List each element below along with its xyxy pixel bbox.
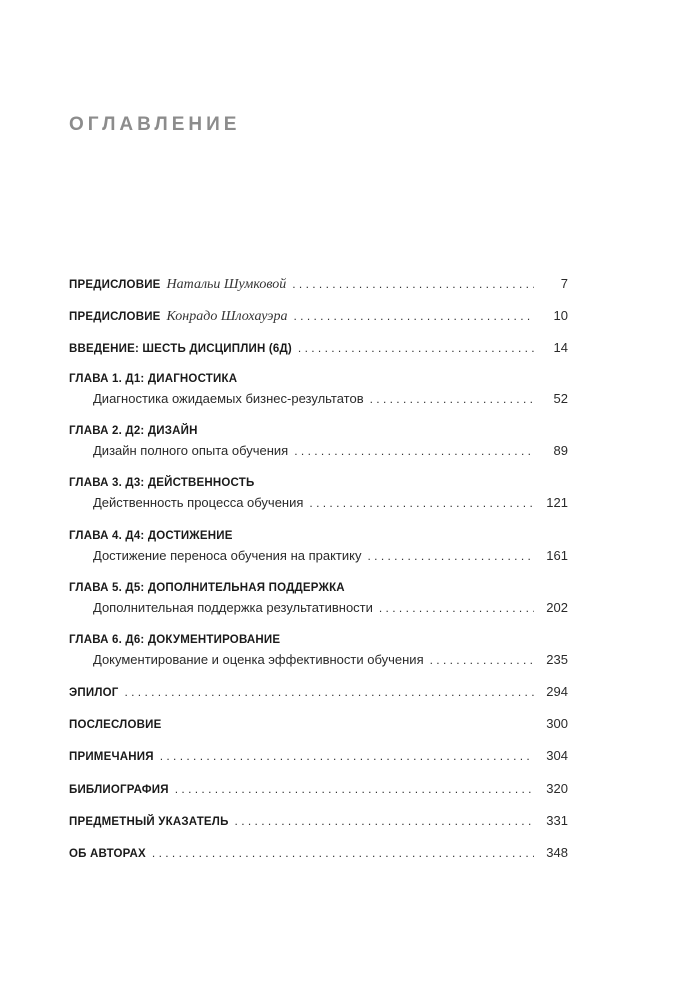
leader-dots (379, 601, 534, 615)
toc-page-number: 202 (546, 600, 568, 615)
toc-entry-label: Документирование и оценка эффективности обучения (93, 652, 424, 667)
leader-dots (298, 341, 534, 355)
toc-chapter-1-title[interactable]: ГЛАВА 1. Д1: ДИАГНОСТИКА (69, 373, 238, 385)
toc-entry-label: ПОСЛЕСЛОВИЕ (69, 719, 162, 731)
toc-chapter-6-title[interactable]: ГЛАВА 6. Д6: ДОКУМЕНТИРОВАНИЕ (69, 634, 281, 646)
leader-dots (370, 392, 534, 406)
toc-page-number: 235 (546, 652, 568, 667)
toc-entry-label: ПРЕДИСЛОВИЕ (69, 311, 161, 323)
leader-dots (367, 549, 534, 563)
toc-chapter-2-entry[interactable] (93, 443, 568, 461)
toc-entry-label: ЭПИЛОГ (69, 687, 119, 699)
toc-entry-label: ПРЕДМЕТНЫЙ УКАЗАТЕЛЬ (69, 816, 229, 828)
toc-chapter-3-title[interactable]: ГЛАВА 3. Д3: ДЕЙСТВЕННОСТЬ (69, 477, 255, 489)
toc-entry-label: ПРИМЕЧАНИЯ (69, 751, 154, 763)
leader-dots (152, 846, 534, 860)
toc-page-number: 304 (546, 748, 568, 763)
toc-page-number: 14 (553, 340, 568, 355)
leader-dots (175, 782, 534, 796)
toc-entry-author: Конрадо Шлохауэра (166, 309, 288, 324)
toc-chapter-5-title[interactable]: ГЛАВА 5. Д5: ДОПОЛНИТЕЛЬНАЯ ПОДДЕРЖКА (69, 582, 345, 594)
toc-page-number: 320 (546, 781, 568, 796)
toc-page-number: 300 (546, 716, 568, 731)
toc-entry-notes[interactable] (69, 748, 568, 766)
toc-page-number: 348 (546, 845, 568, 860)
toc-entry-label: Действенность процесса обучения (93, 495, 304, 510)
toc-entry-introduction[interactable] (69, 340, 568, 358)
leader-dots (309, 496, 534, 510)
toc-entry-epilogue[interactable] (69, 684, 568, 702)
toc-page-number: 161 (546, 548, 568, 563)
toc-entry-label: ПРЕДИСЛОВИЕ (69, 279, 161, 291)
toc-page-number: 10 (553, 308, 568, 323)
toc-entry-afterword[interactable] (69, 716, 568, 734)
toc-chapter-1-entry[interactable] (93, 391, 568, 409)
toc-entry-bibliography[interactable] (69, 781, 568, 799)
leader-dots (294, 444, 534, 458)
toc-entry-author: Натальи Шумковой (166, 277, 287, 292)
toc-chapter-6-entry[interactable] (93, 652, 568, 670)
toc-page-number: 121 (546, 495, 568, 510)
toc-entry-foreword-schlochauer[interactable] (69, 308, 568, 326)
toc-chapter-3-entry[interactable] (93, 495, 568, 513)
page-title: ОГЛАВЛЕНИЕ (69, 114, 241, 135)
leader-dots (293, 309, 534, 323)
toc-entry-label: БИБЛИОГРАФИЯ (69, 784, 169, 796)
toc-chapter-4-entry[interactable] (93, 548, 568, 566)
leader-dots (292, 277, 534, 291)
leader-dots (235, 814, 534, 828)
toc-chapter-5-entry[interactable] (93, 600, 568, 618)
leader-dots (124, 685, 534, 699)
toc-entry-subject-index[interactable] (69, 813, 568, 831)
leader-dots (430, 653, 534, 667)
toc-entry-about-authors[interactable] (69, 845, 568, 863)
toc-page-number: 7 (560, 276, 568, 291)
toc-entry-label: Диагностика ожидаемых бизнес-результатов (93, 391, 364, 406)
toc-page-number: 52 (553, 391, 568, 406)
leader-dots (160, 749, 534, 763)
toc-page-number: 331 (546, 813, 568, 828)
toc-chapter-4-title[interactable]: ГЛАВА 4. Д4: ДОСТИЖЕНИЕ (69, 530, 233, 542)
toc-entry-foreword-shumkova[interactable] (69, 276, 568, 294)
toc-entry-label: Дизайн полного опыта обучения (93, 443, 289, 458)
toc-entry-label: Дополнительная поддержка результативности (93, 600, 373, 615)
toc-page-number: 294 (546, 684, 568, 699)
toc-entry-label: ОБ АВТОРАХ (69, 848, 146, 860)
toc-entry-label: ВВЕДЕНИЕ: ШЕСТЬ ДИСЦИПЛИН (6Д) (69, 343, 292, 355)
toc-page-number: 89 (553, 443, 568, 458)
toc-entry-label: Достижение переноса обучения на практику (93, 548, 362, 563)
toc-chapter-2-title[interactable]: ГЛАВА 2. Д2: ДИЗАЙН (69, 425, 198, 437)
